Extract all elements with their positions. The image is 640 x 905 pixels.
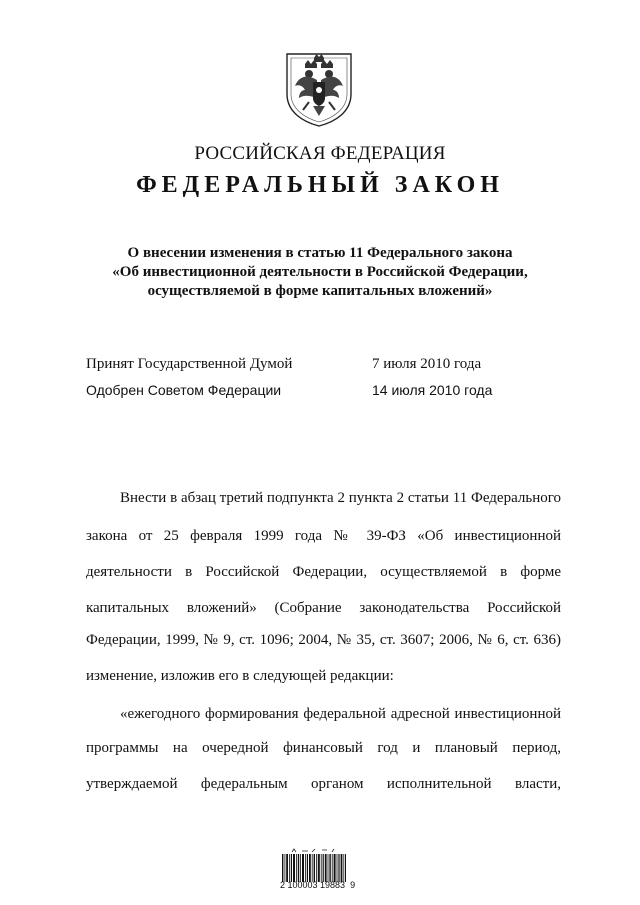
body-text-line: капитальных вложений» (Собрание законодательства Российской: [86, 600, 561, 616]
law-title-line: «Об инвестиционной деятельности в Российской Федерации,: [112, 264, 528, 280]
body-text-line: закона от 25 февраля 1999 года № 39-ФЗ «Об инвестиционной: [86, 528, 561, 544]
law-title: [0, 244, 640, 301]
law-title-line: О внесении изменения в статью 11 Федерального закона: [127, 245, 513, 261]
document-type-heading: ФЕДЕРАЛЬНЫЙ ЗАКОН: [136, 172, 504, 198]
law-title-line: осуществляемой в форме капитальных вложений»: [147, 283, 493, 299]
barcode: [282, 848, 346, 882]
adopted-label: Принят Государственной Думой: [86, 356, 293, 372]
body-text-line: Федерации, 1999, № 9, ст. 1096; 2004, № 35, ст. 3607; 2006, № 6, ст. 636): [86, 632, 561, 648]
body-text-line: утверждаемой федеральным органом исполнительной власти,: [86, 776, 561, 792]
body-text-line: изменение, изложив его в следующей редакции:: [86, 668, 394, 684]
body-text-line: программы на очередной финансовый год и плановый период,: [86, 740, 561, 756]
country-heading: РОССИЙСКАЯ ФЕДЕРАЦИЯ: [194, 143, 446, 164]
coat-of-arms-emblem: [283, 50, 355, 128]
body-text-line: «ежегодного формирования федеральной адресной инвестиционной: [120, 706, 561, 722]
approved-date: 14 июля 2010 года: [372, 382, 493, 398]
approved-label: Одобрен Советом Федерации: [86, 382, 282, 398]
barcode-number: 2 100003 19883 9: [280, 880, 356, 890]
body-text-line: Внести в абзац третий подпункта 2 пункта 2 статьи 11 Федерального: [120, 490, 561, 506]
adopted-date: 7 июля 2010 года: [372, 356, 482, 372]
body-text-line: деятельности в Российской Федерации, осуществляемой в форме: [86, 564, 561, 580]
